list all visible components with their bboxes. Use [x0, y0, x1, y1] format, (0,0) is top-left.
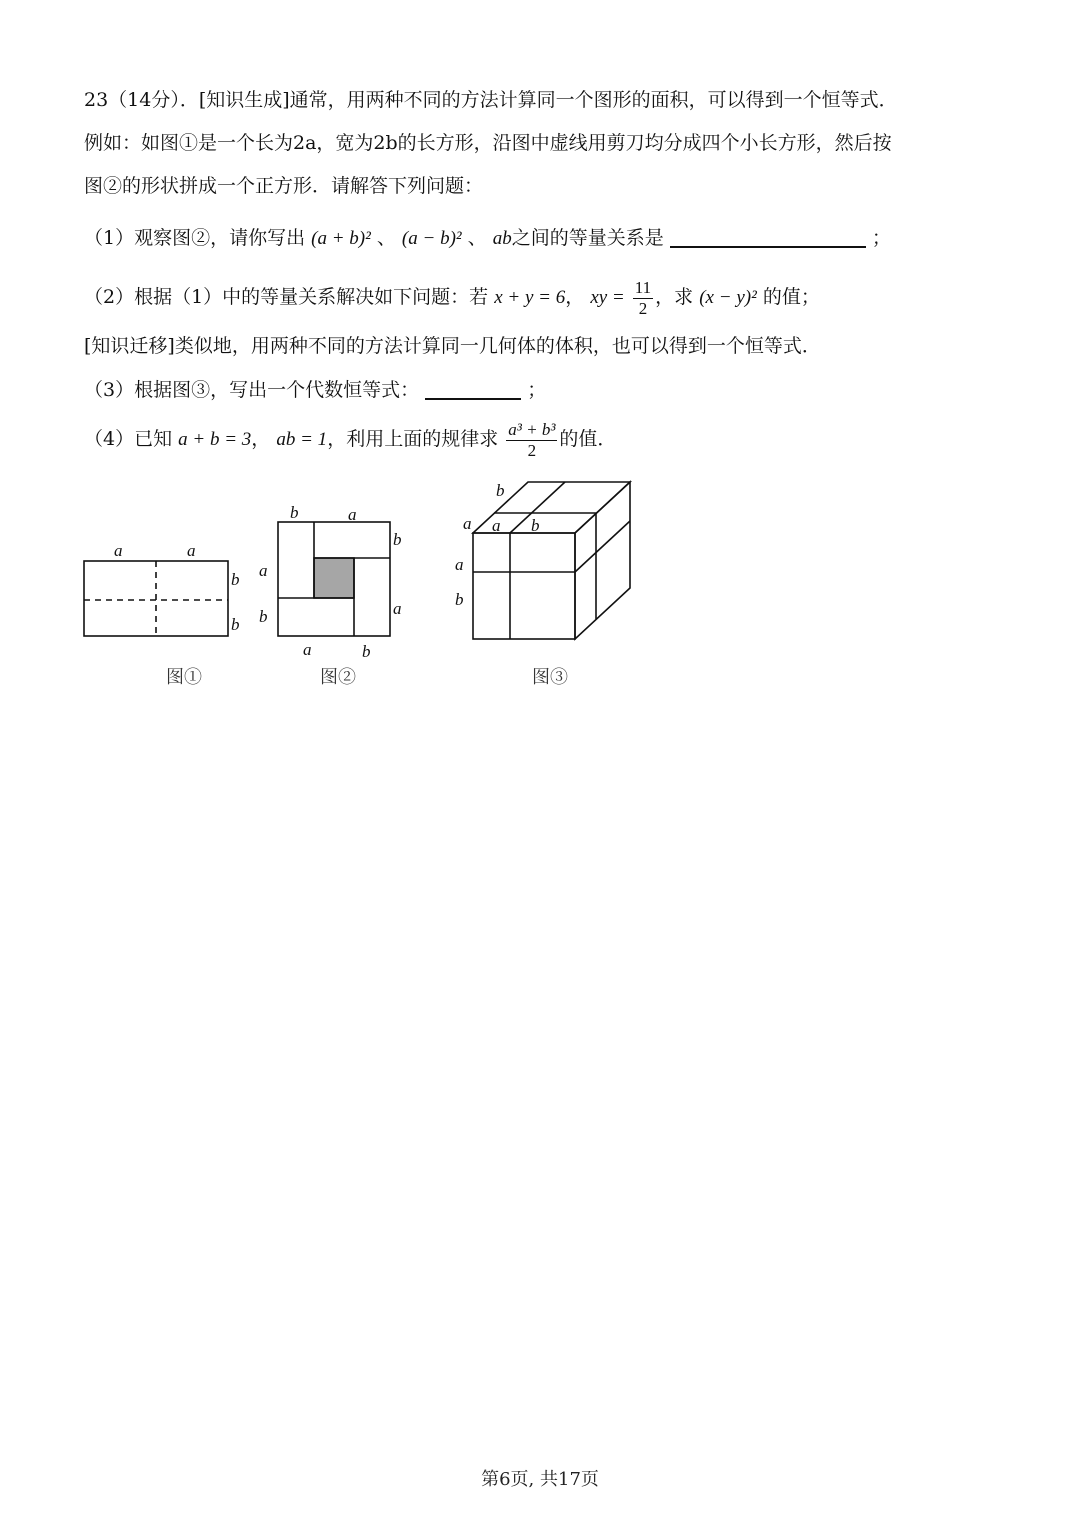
question-3	[84, 376, 546, 404]
page-footer: 第6页, 共17页	[481, 1469, 599, 1490]
figure-3-label-a-depth: a	[463, 514, 472, 533]
figure-2-label-a-left: a	[259, 561, 268, 580]
figure-1-label-b-top: b	[231, 570, 240, 589]
question-4	[84, 414, 616, 465]
q2-suffix: 的值；	[762, 286, 820, 308]
q4-fraction-denominator: 2	[527, 440, 537, 460]
figure-3-label-a-height: a	[455, 555, 464, 574]
figure-2-label-b-bottom: b	[362, 642, 371, 661]
q3-prefix: （3）根据图③，写出一个代数恒等式：	[84, 379, 420, 401]
figure-2-label-b-left: b	[259, 607, 268, 626]
figure-2-label-b-top: b	[290, 503, 299, 522]
q1-sep-1: 、	[376, 227, 396, 249]
q3-end: ；	[527, 379, 547, 401]
figure-2-label-a-right: a	[393, 599, 402, 618]
q1-prefix: （1）观察图②，请你写出	[84, 227, 306, 249]
figure-3-front-face	[473, 533, 575, 639]
q2-fraction-denominator: 2	[638, 298, 648, 318]
q2-comma: ，	[565, 286, 585, 308]
figure-1	[84, 561, 228, 636]
q2-prefix: （2）根据（1）中的等量关系解决如下问题：若	[84, 286, 489, 308]
figure-2-label-a-top: a	[348, 505, 357, 524]
figure-1-label-a-left: a	[114, 541, 123, 560]
q1-end: ；	[871, 227, 891, 249]
figure-1-label-b-bottom: b	[231, 615, 240, 634]
figure-3-right-horizontal	[575, 521, 630, 572]
q4-cond-1: a + b = 3	[178, 429, 252, 450]
figure-3-caption: 图③	[532, 667, 568, 688]
figure-2-label-b-right: b	[393, 530, 402, 549]
q1-answer-blank[interactable]	[670, 226, 866, 248]
figure-2-caption: 图②	[320, 667, 356, 688]
figure-1-caption: 图①	[166, 667, 202, 688]
figure-3-label-b-height: b	[455, 590, 464, 609]
question-2	[84, 275, 820, 320]
figure-1-label-a-right: a	[187, 541, 196, 560]
q3-answer-blank[interactable]	[425, 378, 521, 400]
q1-expr-3: ab	[492, 228, 512, 249]
problem-intro-line-3: 图②的形状拼成一个正方形．请解答下列问题：	[84, 175, 484, 197]
q4-suffix: 的值．	[559, 428, 617, 450]
q4-fraction	[506, 420, 557, 461]
q2-mid: ，求	[655, 286, 694, 308]
q2-fraction-numerator: 11	[634, 277, 652, 297]
figure-2-center-square	[314, 558, 354, 598]
q2-expr: (x − y)²	[699, 287, 757, 308]
figure-3-label-a-width: a	[492, 516, 501, 535]
q4-comma: ，	[251, 428, 271, 450]
q1-sep-2: 、	[467, 227, 487, 249]
q1-expr-2: (a − b)²	[401, 228, 462, 249]
figure-3-right-face	[575, 482, 630, 639]
problem-header: 23（14分）．[知识生成]通常，用两种不同的方法计算同一个图形的面积，可以得到一个恒等式．	[84, 89, 898, 111]
figure-3	[473, 482, 630, 639]
knowledge-transfer: [知识迁移]类似地，用两种不同的方法计算同一几何体的体积，也可以得到一个恒等式．	[84, 335, 821, 357]
q4-prefix: （4）已知	[84, 428, 173, 450]
problem-intro-line-2: 例如：如图①是一个长为2a，宽为2b的长方形，沿图中虚线用剪刀均分成四个小长方形，然后按	[84, 132, 892, 154]
figure-3-label-b-width: b	[531, 516, 540, 535]
q4-mid: ，利用上面的规律求	[327, 428, 499, 450]
figure-2	[278, 522, 390, 636]
q4-fraction-numerator: a³ + b³	[508, 419, 556, 439]
question-1	[84, 224, 891, 253]
q2-cond-2: xy =	[590, 287, 625, 308]
q4-cond-2: ab = 1	[276, 429, 328, 450]
q2-fraction	[633, 278, 653, 319]
figure-2-label-a-bottom: a	[303, 640, 312, 659]
q1-suffix: 之间的等量关系是	[511, 227, 664, 249]
q2-cond-1: x + y = 6	[494, 287, 566, 308]
q1-expr-1: (a + b)²	[311, 228, 371, 249]
figures-area	[0, 470, 1080, 700]
figure-3-label-b-top: b	[496, 481, 505, 500]
